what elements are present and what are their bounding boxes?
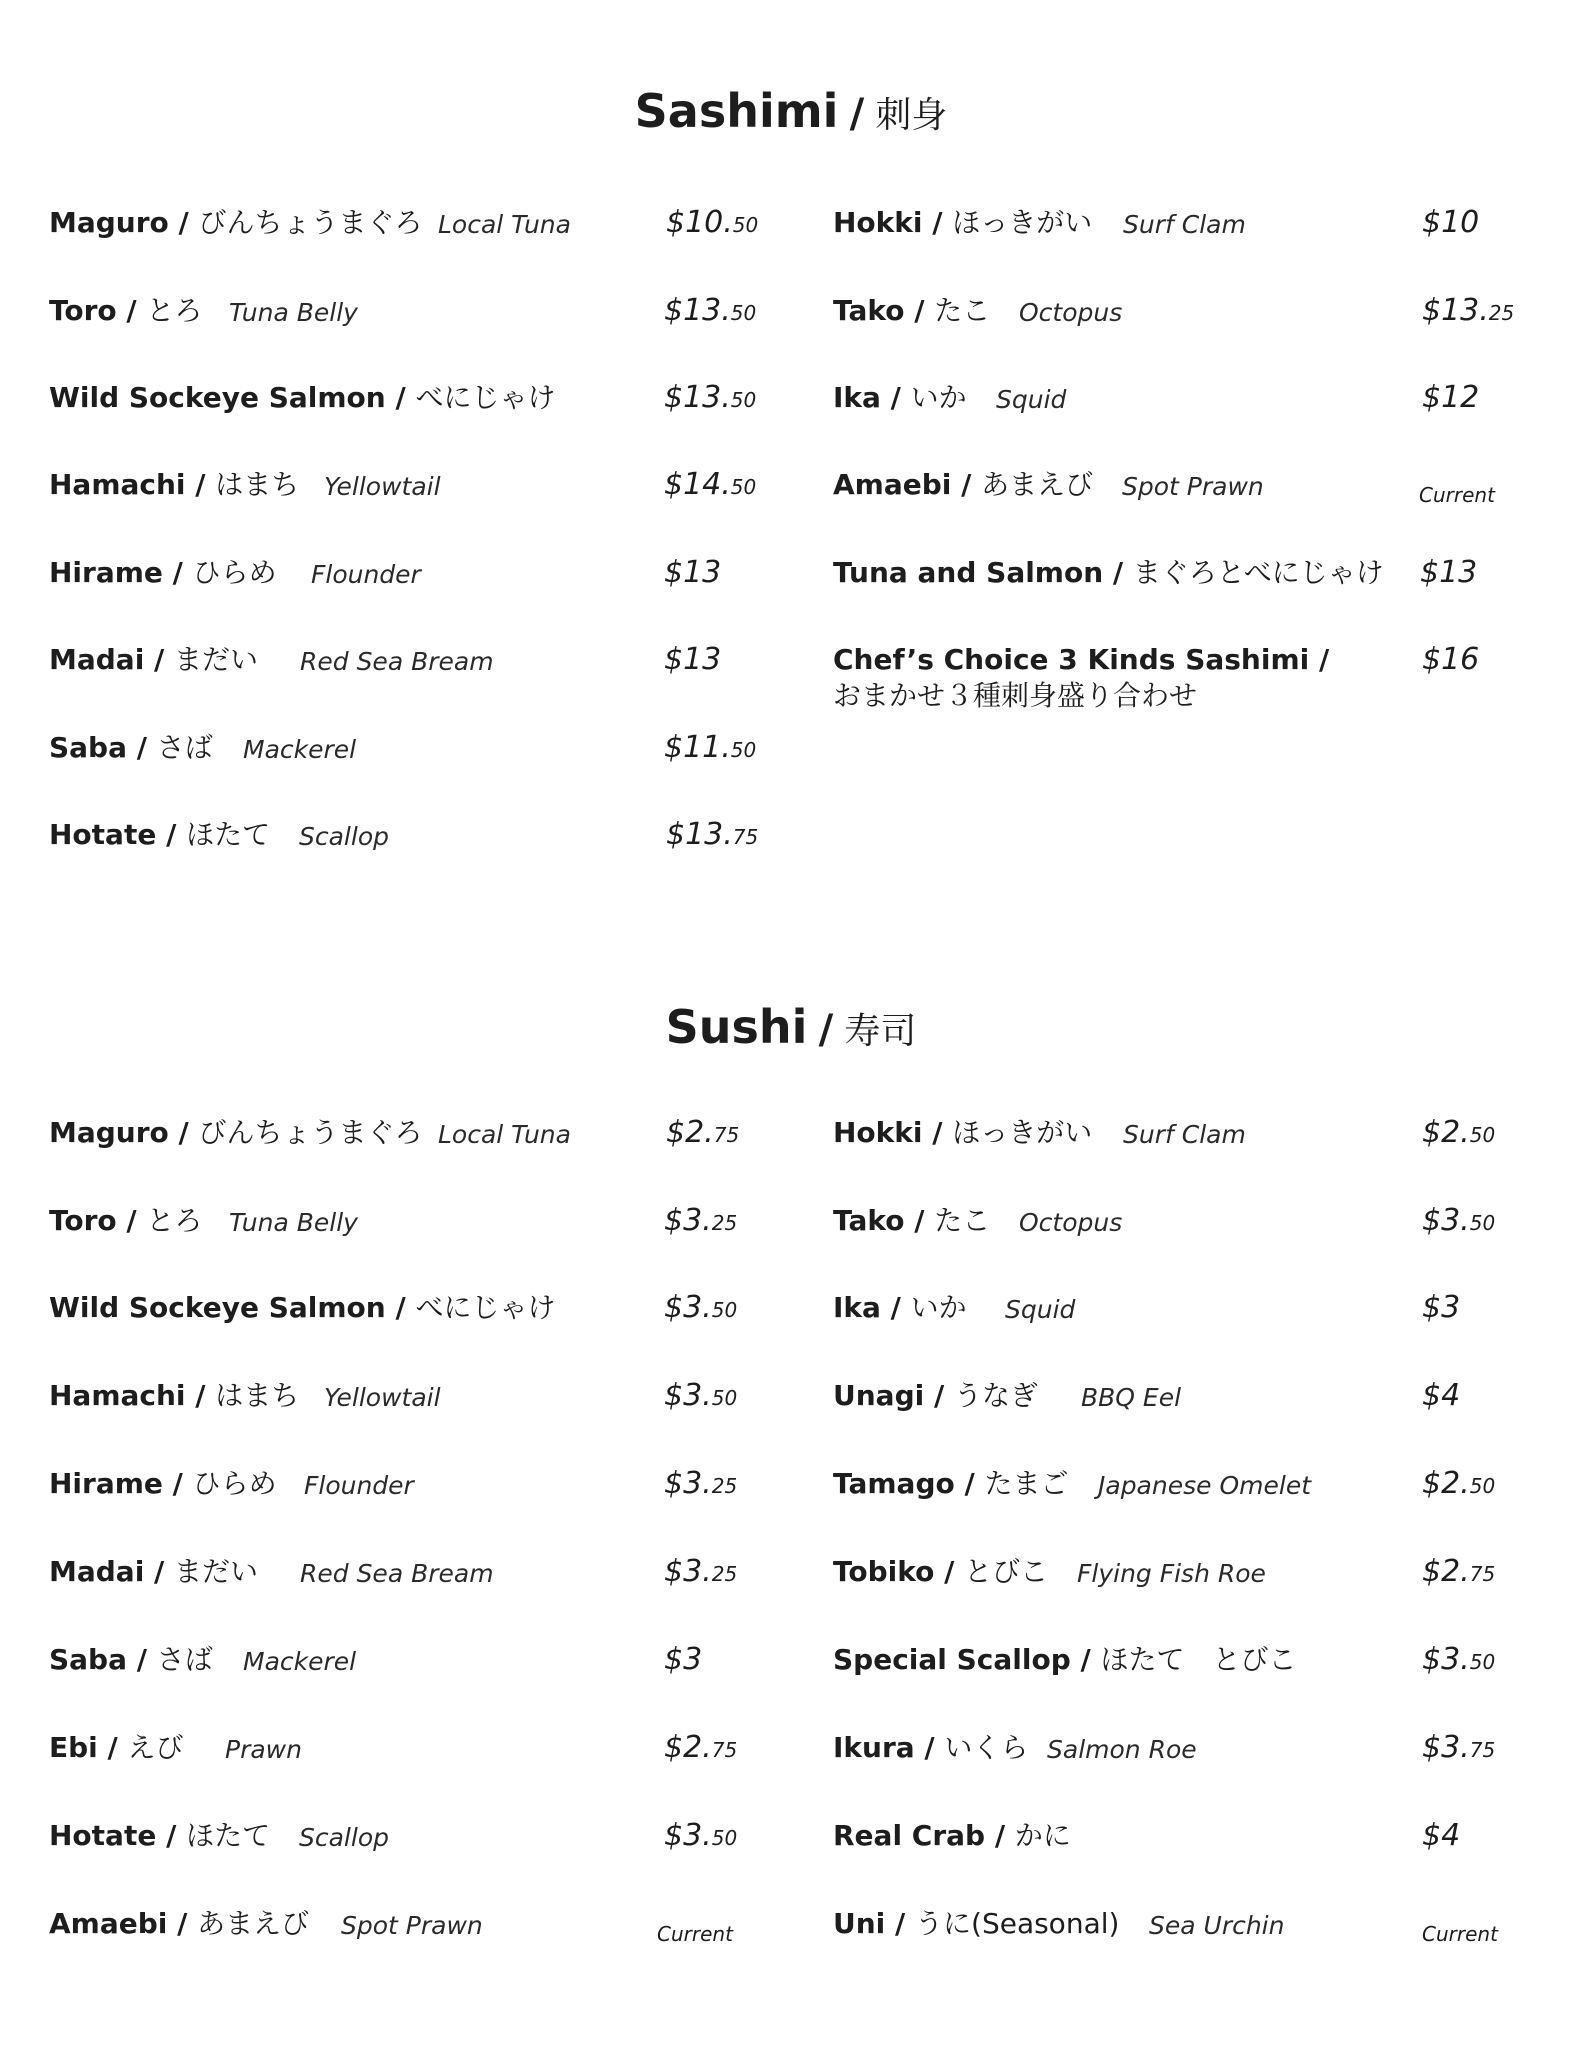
menu-item	[833, 1290, 1533, 1350]
item-description: Flying Fish Roe	[1077, 1559, 1266, 1588]
item-name: Unagi / うなぎ	[833, 1379, 1038, 1412]
menu-item	[49, 1203, 769, 1263]
sushi-title	[0, 1000, 1582, 1054]
menu-item	[833, 380, 1533, 440]
item-description: Local Tuna	[438, 1120, 571, 1149]
sashimi-title	[0, 84, 1582, 138]
menu-item	[49, 817, 769, 877]
item-name-en: Hotate	[49, 1819, 157, 1852]
item-name-en: Tamago	[833, 1467, 955, 1500]
item-name-en: Uni	[833, 1907, 886, 1940]
item-name: Hamachi / はまち	[49, 468, 300, 501]
item-name: Tuna and Salmon / まぐろとべにじゃけ	[833, 556, 1384, 589]
item-name-jp: とびこ	[964, 1555, 1049, 1588]
menu-item	[49, 467, 769, 527]
menu-item	[49, 1906, 769, 1966]
item-name-jp: ひらめ	[192, 1467, 277, 1500]
item-description: Spot Prawn	[341, 1911, 483, 1940]
item-price: Current	[1422, 1922, 1498, 1946]
item-description: Tuna Belly	[229, 1208, 358, 1237]
menu-item	[49, 642, 769, 702]
item-name-en: Tako	[833, 294, 905, 327]
menu-item	[833, 1115, 1533, 1175]
item-name-jp: まだい	[174, 643, 259, 676]
item-price: $16	[1422, 642, 1480, 677]
item-price: $13	[664, 642, 722, 677]
item-name: Hirame / ひらめ	[49, 556, 277, 589]
item-name: Saba / さば	[49, 731, 213, 764]
item-name-en: Madai	[49, 643, 145, 676]
item-price: $13.25	[1422, 293, 1515, 328]
menu-item	[49, 1642, 769, 1702]
item-name-en: Amaebi	[49, 1907, 168, 1940]
item-name-jp: うに(Seasonal)	[915, 1907, 1120, 1940]
item-description: Scallop	[299, 1823, 389, 1852]
item-name-jp: さば	[156, 731, 213, 764]
item-name: Hamachi / はまち	[49, 1379, 300, 1412]
item-price: $2.50	[1422, 1115, 1496, 1150]
item-name: Madai / まだい	[49, 1555, 259, 1588]
item-description: Surf Clam	[1123, 210, 1246, 239]
menu-item	[49, 1554, 769, 1614]
item-description: Sea Urchin	[1149, 1911, 1285, 1940]
item-price: $2.75	[666, 1115, 740, 1150]
item-name-jp: まだい	[174, 1555, 259, 1588]
item-name: Tamago / たまご	[833, 1467, 1069, 1500]
item-name-en: Ika	[833, 1291, 881, 1324]
item-name-jp: いくら	[944, 1731, 1029, 1764]
sushi-title-separator: /	[818, 1007, 834, 1053]
item-name-jp: まぐろとべにじゃけ	[1132, 556, 1384, 589]
menu-item	[49, 293, 769, 353]
item-price: $2.75	[664, 1730, 738, 1765]
item-name-jp: はまち	[215, 468, 300, 501]
item-price: $4	[1422, 1818, 1461, 1853]
item-name: Ebi / えび	[49, 1731, 184, 1764]
item-name: Tako / たこ	[833, 294, 991, 327]
menu-item	[833, 293, 1533, 353]
item-name-en: Wild Sockeye Salmon	[49, 1291, 386, 1324]
menu-item	[833, 205, 1533, 265]
item-price: $3.50	[664, 1818, 738, 1853]
item-price: $13.50	[664, 293, 757, 328]
item-name-jp: ほたて	[186, 1819, 271, 1852]
item-name: Wild Sockeye Salmon / べにじゃけ	[49, 1291, 556, 1324]
menu-item	[833, 1818, 1533, 1878]
item-name-en: Tobiko	[833, 1555, 935, 1588]
item-name: Wild Sockeye Salmon / べにじゃけ	[49, 381, 556, 414]
item-name-en: Amaebi	[833, 468, 952, 501]
item-description: Prawn	[225, 1735, 302, 1764]
item-name-en: Special Scallop	[833, 1643, 1071, 1676]
item-name: Ikura / いくら	[833, 1731, 1029, 1764]
item-name: Saba / さば	[49, 1643, 213, 1676]
menu-item	[49, 555, 769, 615]
item-name: Hokki / ほっきがい	[833, 206, 1093, 239]
menu-item	[49, 1290, 769, 1350]
item-name-jp: おまかせ３種刺身盛り合わせ	[833, 679, 1198, 712]
menu-item	[833, 642, 1533, 722]
item-description: Octopus	[1019, 1208, 1123, 1237]
item-name-en: Saba	[49, 1643, 127, 1676]
menu-item	[49, 1818, 769, 1878]
item-description: Salmon Roe	[1047, 1735, 1197, 1764]
item-name-jp: ほっきがい	[952, 1116, 1093, 1149]
item-name-en: Ikura	[833, 1731, 915, 1764]
item-description: Red Sea Bream	[300, 1559, 494, 1588]
menu-item	[49, 205, 769, 265]
item-name-en: Hokki	[833, 206, 923, 239]
item-name-jp: かに	[1014, 1819, 1071, 1852]
item-name-jp: ほたて	[186, 818, 271, 851]
item-name-en: Toro	[49, 1204, 117, 1237]
item-name: Hotate / ほたて	[49, 1819, 271, 1852]
item-description: Squid	[1005, 1295, 1076, 1324]
item-name: Maguro / びんちょうまぐろ	[49, 206, 423, 239]
item-price: $3.75	[1422, 1730, 1496, 1765]
item-price: $3.50	[664, 1290, 738, 1325]
item-description: Spot Prawn	[1122, 472, 1264, 501]
item-name-en: Madai	[49, 1555, 145, 1588]
item-name: Ika / いか	[833, 1291, 967, 1324]
item-name-jp: たまご	[984, 1467, 1069, 1500]
item-name: Madai / まだい	[49, 643, 259, 676]
item-name-jp: ひらめ	[192, 556, 277, 589]
item-name-en: Tako	[833, 1204, 905, 1237]
item-name-en: Real Crab	[833, 1819, 986, 1852]
menu-item	[833, 1642, 1533, 1702]
item-description: Flounder	[304, 1471, 414, 1500]
menu-item	[833, 467, 1533, 527]
item-name: Chef’s Choice 3 Kinds Sashimi / おまかせ３種刺身盛り合わせ	[833, 643, 1330, 712]
item-name: Tako / たこ	[833, 1204, 991, 1237]
menu-item	[49, 1730, 769, 1790]
item-name: Ika / いか	[833, 381, 967, 414]
item-name-en: Wild Sockeye Salmon	[49, 381, 386, 414]
item-description: Red Sea Bream	[300, 647, 494, 676]
item-description: Scallop	[299, 822, 389, 851]
menu-item	[49, 380, 769, 440]
item-name-jp: いか	[910, 1291, 967, 1324]
item-name-jp: たこ	[934, 1204, 991, 1237]
item-name-jp: べにじゃけ	[415, 381, 556, 414]
item-name: Hotate / ほたて	[49, 818, 271, 851]
menu-item	[833, 1906, 1533, 1966]
item-name-en: Toro	[49, 294, 117, 327]
sushi-title-jp: 寿司	[844, 1011, 917, 1052]
item-name: Amaebi / あまえび	[49, 1907, 310, 1940]
item-description: Surf Clam	[1123, 1120, 1246, 1149]
sashimi-title-jp: 刺身	[875, 95, 948, 136]
menu-item	[833, 1203, 1533, 1263]
item-name-jp: とろ	[146, 294, 203, 327]
item-price: $4	[1422, 1378, 1461, 1413]
item-price: $3.50	[664, 1378, 738, 1413]
item-price: Current	[1419, 483, 1495, 507]
item-name: Real Crab / かに	[833, 1819, 1071, 1852]
item-description: Yellowtail	[324, 472, 441, 501]
item-name: Maguro / びんちょうまぐろ	[49, 1116, 423, 1149]
menu-item	[49, 730, 769, 790]
item-name-jp: うなぎ	[953, 1379, 1038, 1412]
sashimi-title-separator: /	[849, 91, 865, 137]
item-name-jp: びんちょうまぐろ	[198, 1116, 423, 1149]
item-price: $14.50	[664, 467, 757, 502]
item-price: Current	[657, 1922, 733, 1946]
item-name-en: Hamachi	[49, 468, 186, 501]
item-name: Toro / とろ	[49, 1204, 203, 1237]
item-name: Amaebi / あまえび	[833, 468, 1094, 501]
item-price: $13.75	[666, 817, 759, 852]
item-name-jp: はまち	[215, 1379, 300, 1412]
item-name-jp: べにじゃけ	[415, 1291, 556, 1324]
item-description: Octopus	[1019, 298, 1123, 327]
item-description: Mackerel	[243, 1647, 357, 1676]
item-name: Special Scallop / ほたて とびこ	[833, 1643, 1297, 1676]
item-name-jp: あまえび	[981, 468, 1094, 501]
item-name: Uni / うに(Seasonal)	[833, 1907, 1120, 1940]
item-name: Tobiko / とびこ	[833, 1555, 1049, 1588]
item-price: $13.50	[664, 380, 757, 415]
item-name-jp: いか	[910, 381, 967, 414]
item-price: $12	[1422, 380, 1480, 415]
item-name-jp: たこ	[934, 294, 991, 327]
item-description: Japanese Omelet	[1098, 1471, 1312, 1500]
item-name-en: Ika	[833, 381, 881, 414]
item-name: Hokki / ほっきがい	[833, 1116, 1093, 1149]
item-price: $2.50	[1422, 1466, 1496, 1501]
item-price: $3	[664, 1642, 703, 1677]
item-name-jp: えび	[127, 1731, 184, 1764]
item-name-en: Chef’s Choice 3 Kinds Sashimi	[833, 643, 1310, 676]
menu-item	[833, 555, 1533, 615]
item-price: $3.50	[1422, 1642, 1496, 1677]
item-name-en: Saba	[49, 731, 127, 764]
menu-item	[833, 1466, 1533, 1526]
sushi-title-en: Sushi	[665, 1000, 808, 1054]
item-name-jp: あまえび	[197, 1907, 310, 1940]
item-description: BBQ Eel	[1081, 1383, 1182, 1412]
item-name-en: Hamachi	[49, 1379, 186, 1412]
item-description: Mackerel	[243, 735, 357, 764]
item-name: Hirame / ひらめ	[49, 1467, 277, 1500]
item-name-en: Maguro	[49, 1116, 169, 1149]
item-name-jp: ほっきがい	[952, 206, 1093, 239]
menu-item	[49, 1115, 769, 1175]
item-name-jp: さば	[156, 1643, 213, 1676]
item-name-en: Hirame	[49, 556, 163, 589]
item-price: $10	[1422, 205, 1480, 240]
item-name-en: Unagi	[833, 1379, 925, 1412]
item-name-jp: ほたて とびこ	[1100, 1643, 1297, 1676]
item-price: $3.25	[664, 1554, 738, 1589]
item-name: Toro / とろ	[49, 294, 203, 327]
item-price: $10.50	[666, 205, 759, 240]
item-price: $3.25	[664, 1466, 738, 1501]
item-name-jp: びんちょうまぐろ	[198, 206, 423, 239]
item-name-en: Maguro	[49, 206, 169, 239]
item-description: Flounder	[311, 560, 421, 589]
menu-item	[49, 1378, 769, 1438]
item-description: Squid	[996, 385, 1067, 414]
item-price: $11.50	[664, 730, 757, 765]
menu-item	[833, 1378, 1533, 1438]
item-name-en: Hokki	[833, 1116, 923, 1149]
menu-item	[833, 1730, 1533, 1790]
item-name-jp: とろ	[146, 1204, 203, 1237]
item-description: Tuna Belly	[229, 298, 358, 327]
item-description: Yellowtail	[324, 1383, 441, 1412]
item-price: $2.75	[1422, 1554, 1496, 1589]
item-name-en: Ebi	[49, 1731, 98, 1764]
item-name-en: Hotate	[49, 818, 157, 851]
menu-item	[49, 1466, 769, 1526]
item-price: $3.25	[664, 1203, 738, 1238]
item-name-en: Tuna and Salmon	[833, 556, 1104, 589]
sashimi-title-en: Sashimi	[634, 84, 839, 138]
item-name-en: Hirame	[49, 1467, 163, 1500]
item-price: $13	[1420, 555, 1478, 590]
item-price: $3	[1422, 1290, 1461, 1325]
item-price: $3.50	[1422, 1203, 1496, 1238]
menu-item	[833, 1554, 1533, 1614]
item-description: Local Tuna	[438, 210, 571, 239]
item-price: $13	[664, 555, 722, 590]
